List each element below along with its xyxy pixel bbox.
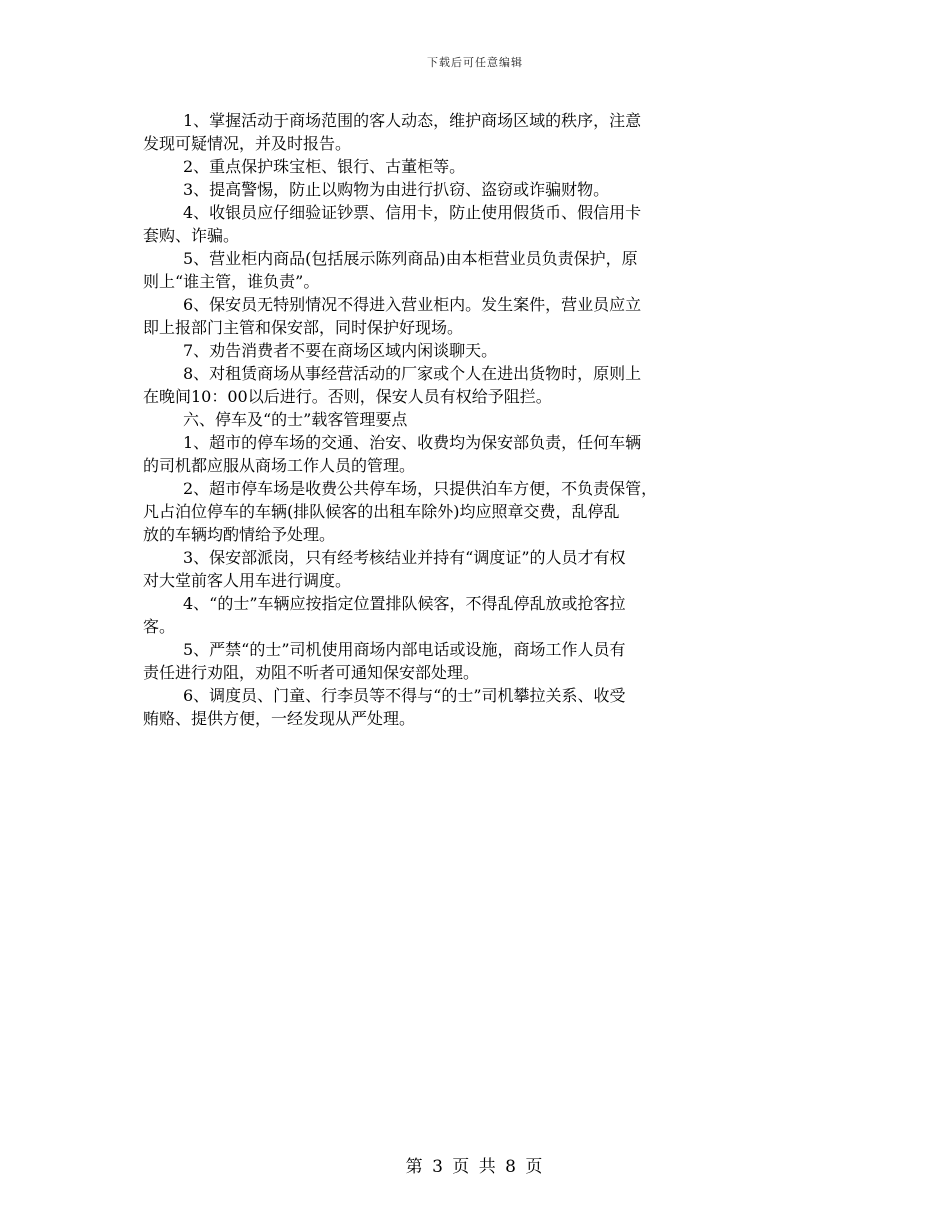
paragraph: [143, 683, 815, 729]
text-line: 4、“的士”车辆应按指定位置排队候客，不得乱停乱放或抢客拉: [183, 594, 626, 613]
paragraph: [143, 108, 815, 154]
text-line: 凡占泊位停车的车辆(排队候客的出租车除外)均应照章交费，乱停乱: [143, 502, 620, 521]
text-line: 5、营业柜内商品(包括展示陈列商品)由本柜营业员负责保护，原: [183, 249, 638, 268]
document-body: [143, 108, 815, 729]
text-line: 7、劝告消费者不要在商场区域内闲谈聊天。: [183, 341, 498, 360]
paragraph: [143, 338, 815, 361]
paragraph: [143, 637, 815, 683]
text-line: 客。: [143, 617, 176, 636]
text-line: 在晚间10：00以后进行。否则，保安人员有权给予阻拦。: [143, 387, 552, 406]
text-line: 4、收银员应仔细验证钞票、信用卡，防止使用假货币、假信用卡: [183, 203, 642, 222]
paragraph: [143, 430, 815, 476]
text-line: 贿赂、提供方便，一经发现从严处理。: [143, 709, 416, 728]
text-line: 则上“谁主管，谁负责”。: [143, 272, 320, 291]
text-line: 8、对租赁商场从事经营活动的厂家或个人在进出货物时，原则上: [183, 364, 642, 383]
paragraph: [143, 476, 815, 545]
text-line: 6、保安员无特别情况不得进入营业柜内。发生案件，营业员应立: [183, 295, 642, 314]
text-line: 1、超市的停车场的交通、治安、收费均为保安部负责，任何车辆: [183, 433, 642, 452]
paragraph: [143, 200, 815, 246]
section-heading: [143, 407, 815, 430]
text-line: 套购、诈骗。: [143, 226, 240, 245]
text-line: 放的车辆均酌情给予处理。: [143, 525, 336, 544]
text-line: 3、提高警惕，防止以购物为由进行扒窃、盗窃或诈骗财物。: [183, 180, 610, 199]
text-line: 5、严禁“的士”司机使用商场内部电话或设施，商场工作人员有: [183, 640, 626, 659]
page-footer: [0, 1152, 950, 1177]
page-number: 第 3 页 共 8 页: [405, 1157, 545, 1177]
paragraph: [143, 292, 815, 338]
text-line: 2、重点保护珠宝柜、银行、古董柜等。: [183, 157, 466, 176]
text-line: 发现可疑情况，并及时报告。: [143, 134, 352, 153]
text-line: 即上报部门主管和保安部，同时保护好现场。: [143, 318, 464, 337]
text-line: 3、保安部派岗，只有经考核结业并持有“调度证”的人员才有权: [183, 548, 626, 567]
text-line: 的司机都应服从商场工作人员的管理。: [143, 456, 416, 475]
paragraph: [143, 154, 815, 177]
paragraph: [143, 591, 815, 637]
text-line: 6、调度员、门童、行李员等不得与“的士”司机攀拉关系、收受: [183, 686, 626, 705]
paragraph: [143, 177, 815, 200]
paragraph: [143, 246, 815, 292]
page-header: 下载后可任意编辑: [427, 56, 523, 69]
text-line: 2、超市停车场是收费公共停车场，只提供泊车方便，不负责保管，: [183, 479, 658, 498]
text-line: 六、停车及“的士”载客管理要点: [183, 410, 408, 429]
text-line: 1、掌握活动于商场范围的客人动态，维护商场区域的秩序，注意: [183, 111, 642, 130]
text-line: 对大堂前客人用车进行调度。: [143, 571, 352, 590]
paragraph: [143, 545, 815, 591]
text-line: 责任进行劝阻，劝阻不听者可通知保安部处理。: [143, 663, 480, 682]
paragraph: [143, 361, 815, 407]
